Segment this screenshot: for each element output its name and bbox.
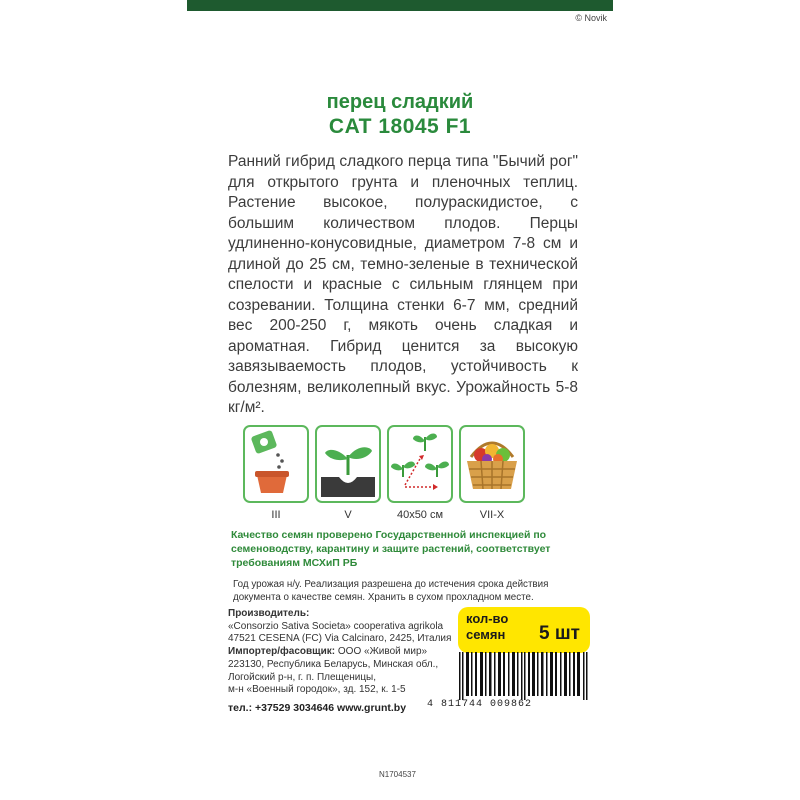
importer-line5: м-н «Военный городок», зд. 152, к. 1-5 [228,684,406,696]
print-code: N1704537 [379,770,416,779]
product-variety: CAT 18045 F1 [328,115,472,138]
quantity-label-2: семян [466,627,506,642]
barcode-digits: 4 811744 009862 [427,699,533,710]
importer-line3: 223130, Республика Беларусь, Минская обл., [228,658,439,670]
copyright: © Novik [575,13,607,23]
producer-line2: 47521 CESENA (FC) Via Calcinaro, 2425, Италия [228,633,452,645]
product-title [187,90,613,139]
icon-caption-sowing: III [271,509,281,521]
product-description: Ранний гибрид сладкого перца типа "Бычий рог" для открытого грунта и пленочных теплиц. Растение высокое, полураскидистое, с большим количеством плодов. Перцы удлиненно-конусовидные, диаметром 7-8 см и длиной до 25 см, темно-зеленые в технической спелости и красные с сильным глянцем при созревании. Толщина стенки 6-7 мм, средний вес 200-250 г, мякоть очень сладкая и ароматная. Гибрид ценится за высокую завязываемость плодов, устойчивость к болезням, великолепный вкус. Урожайность 5-8 кг/м². [228,153,578,416]
quantity-label-1: кол-во [466,611,509,626]
harvest-basket-icon [459,425,525,503]
producer-line1: «Consorzio Sativa Societa» cooperativa agrikola [228,620,444,632]
top-bar [187,0,613,11]
growing-icons [243,425,613,525]
producer-label: Производитель: [228,608,310,619]
contacts: тел.: +37529 3034646 www.grunt.by [228,702,407,714]
icon-caption-seedling: V [344,509,352,521]
importer-line4: Логойский р-н, г. п. Плещеницы, [228,671,377,683]
seed-packet [187,0,613,800]
sowing-pot-icon [243,425,309,503]
importer-name: ООО «Живой мир» [335,646,428,658]
seedling-icon [315,425,381,503]
quantity-value: 5 шт [539,623,580,644]
spacing-icon [387,425,453,503]
icon-caption-harvest: VII-X [479,509,505,521]
producer-info [228,608,468,697]
harvest-storage-note: Год урожая н/у. Реализация разрешена до истечения срока действия документа о качестве семян. Хранить в сухом прохладном месте. [233,579,549,603]
icon-caption-spacing: 40x50 см [396,509,444,521]
quantity-badge [458,607,590,653]
product-type: перец сладкий [326,91,474,113]
importer-label: Импортер/фасовщик: [228,646,336,658]
quality-statement: Качество семян проверено Государственной инспекцией по семеноводству, карантину и защите растений, соответствует требованиям МСХиП РБ [231,529,551,569]
